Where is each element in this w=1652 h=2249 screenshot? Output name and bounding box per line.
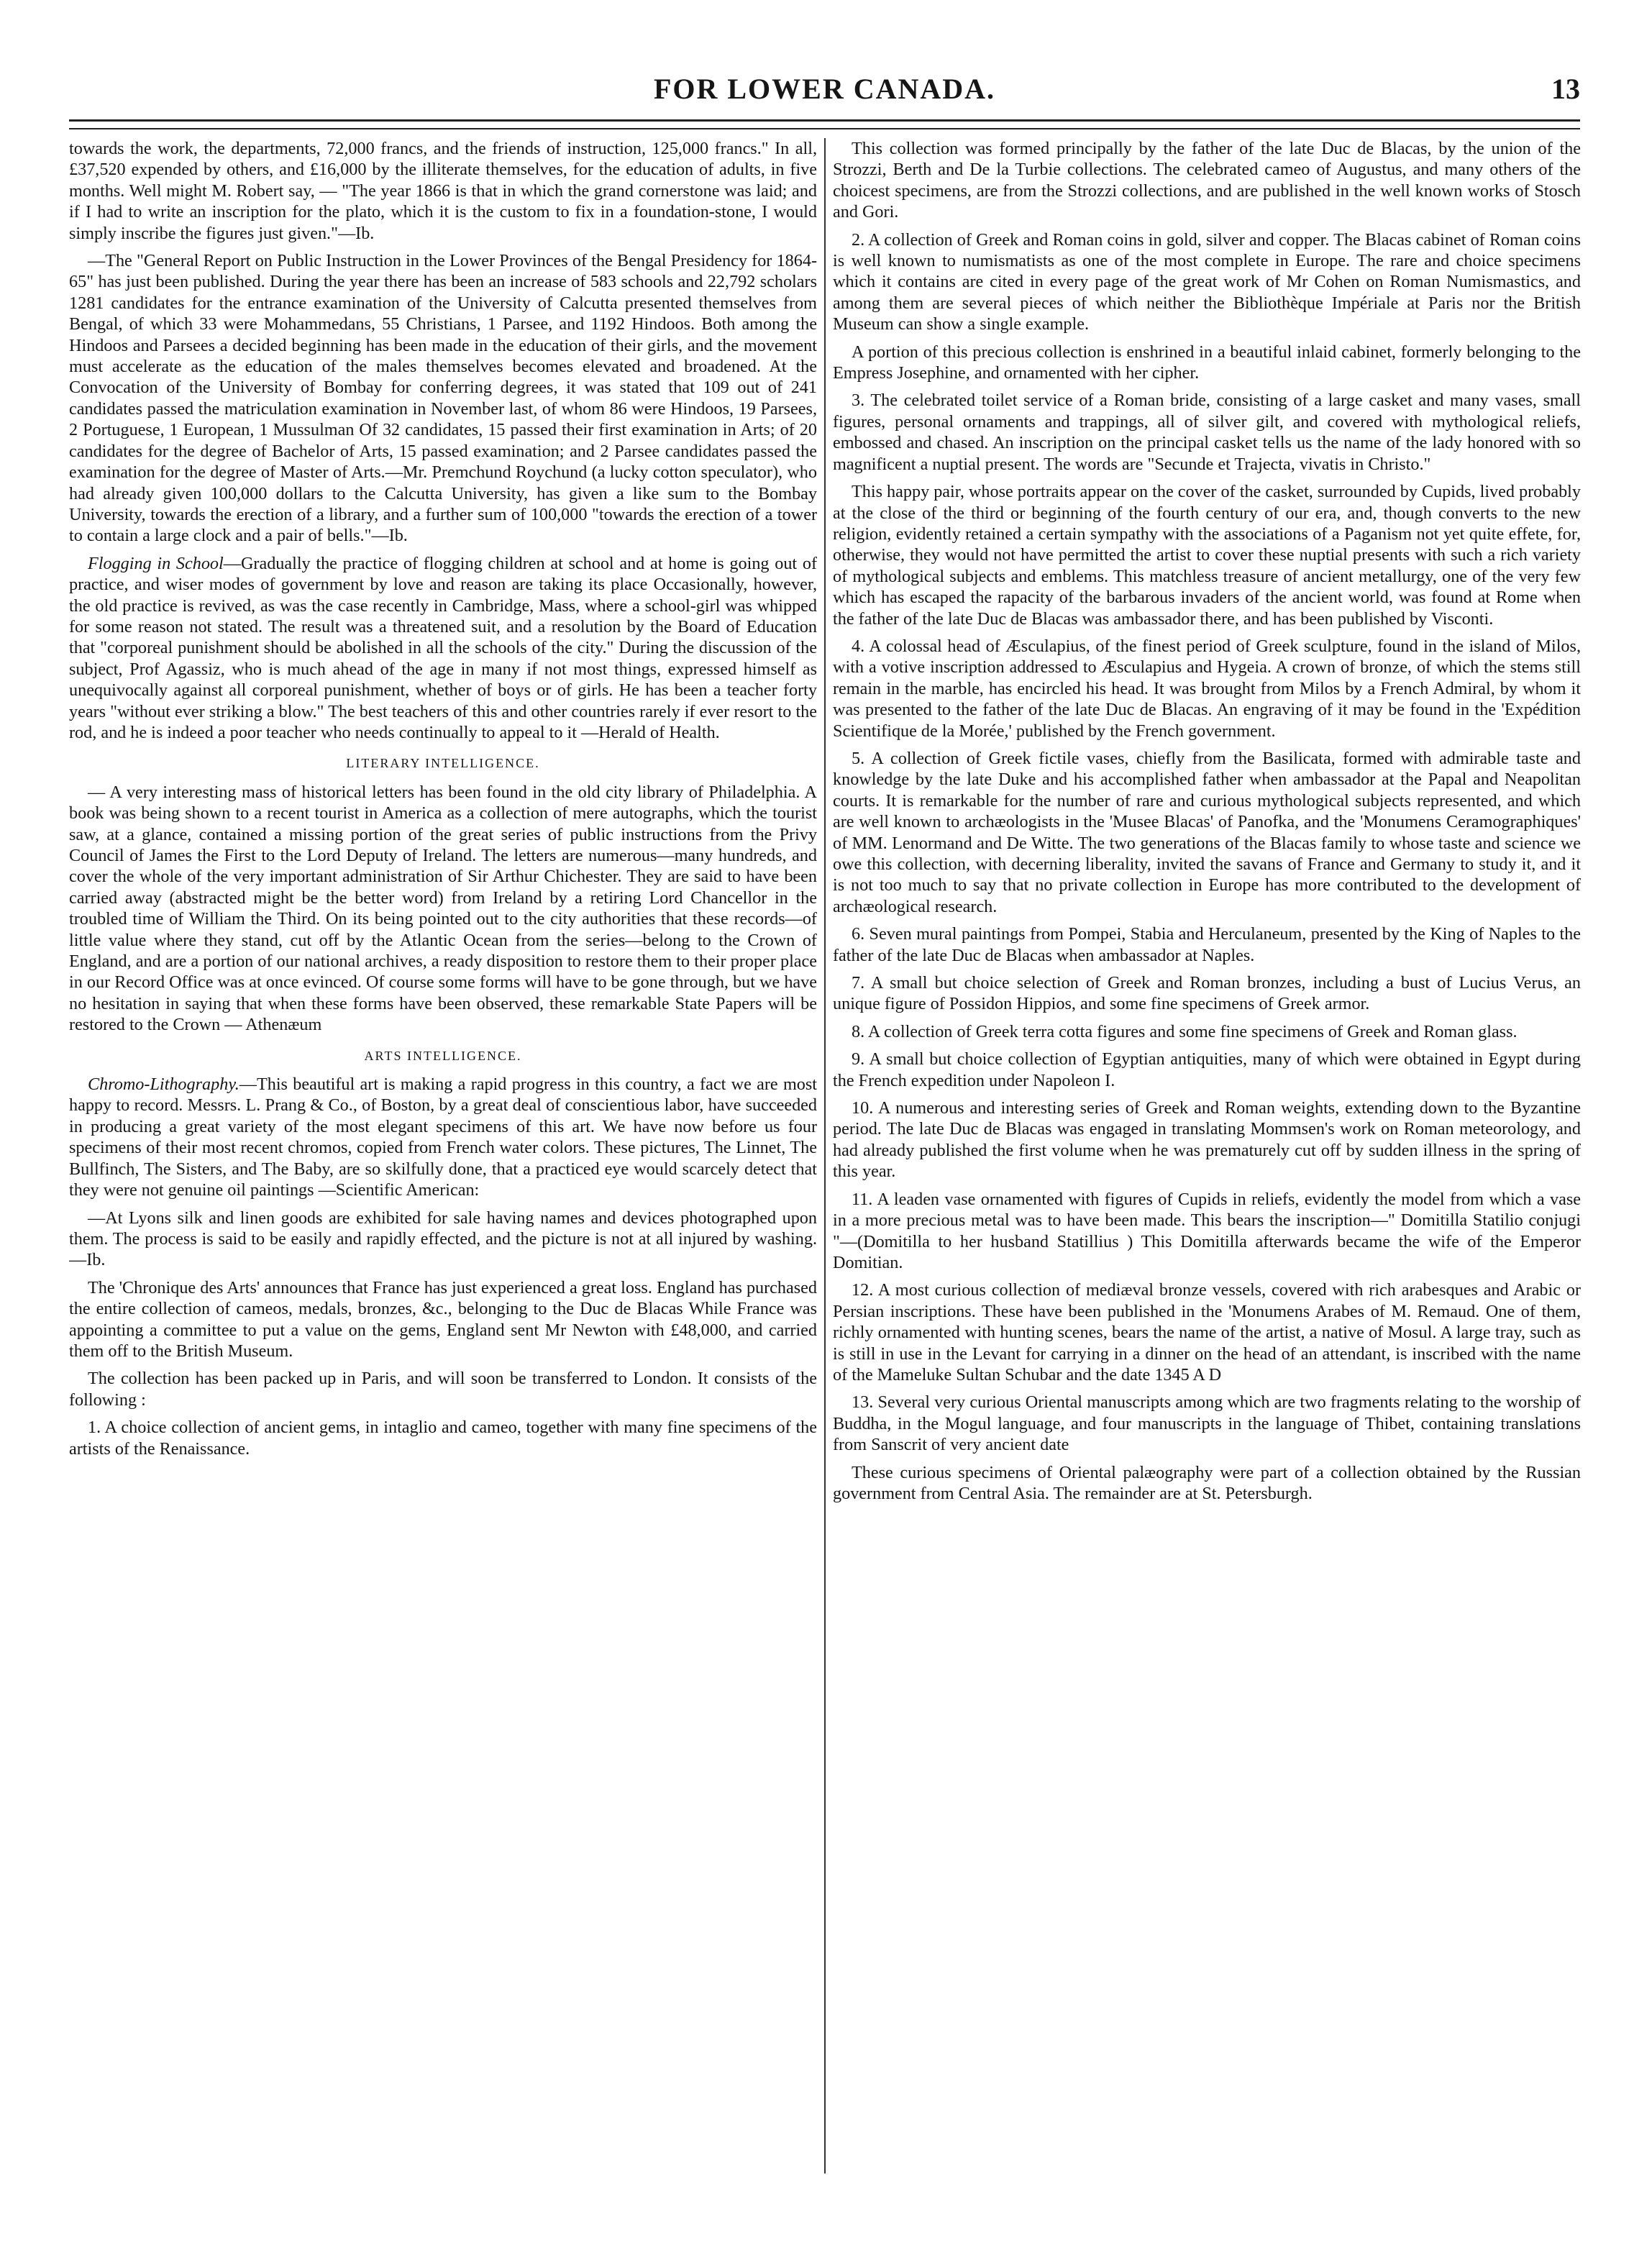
right-column (833, 138, 1581, 2195)
page-header (69, 72, 1580, 115)
paragraph: 4. A colossal head of Æsculapius, of the finest period of Greek sculpture, found in the island of Milos, with a votive inscription addressed to Æsculapius and Hygeia. A crown of bronze, of which the stems still remain in the marble, has encircled his head. It was brought from Milos by a French Admiral, by whom it was presented to the father of the late Duc de Blacas. An engraving of it may be found in the 'Expédition Scientifique de la Morée,' published by the French government. (833, 636, 1581, 741)
page-number: 13 (1551, 73, 1580, 105)
paragraph: This happy pair, whose portraits appear on the cover of the casket, surrounded by Cupids, lived probably at the close of the third or beginning of the fourth century of our era, and, though converts to the new religion, evidently retained a certain sympathy with the associations of a Paganism not yet quite effete, for, otherwise, they would not have permitted the artist to cover these nuptial presents with such a rich variety of mythological subjects and emblems. This matchless treasure of ancient metallurgy, one of the very few which has escaped the rapacity of the barbarous invaders of the ancient world, was found at Rome when the father of the late Duc de Blacas was ambassador there, and has been published by Visconti. (833, 482, 1581, 629)
paragraph: 9. A small but choice collection of Egyptian antiquities, many of which were obtained in Egypt during the French expedition under Napoleon I. (833, 1049, 1581, 1090)
paragraph: 7. A small but choice selection of Greek and Roman bronzes, including a bust of Lucius Verus, an unique figure of Possidon Hippios, and some fine specimens of Greek armor. (833, 973, 1581, 1014)
paragraph: 13. Several very curious Oriental manuscripts among which are two fragments relating to the worship of Buddha, in the Mogul language, and four manuscripts in the language of Thibet, containing translations from Sanscrit of very ancient date (833, 1392, 1581, 1455)
paragraph-body: —Gradually the practice of flogging children at school and at home is going out of practice, and wiser modes of government by love and reason are taking its place Occasionally, however, the old practice is revived, as was the case recently in Cambridge, Mass, where a school-girl was whipped for some reason not stated. The result was a threatened suit, and a resolution by the Board of Education that "corporeal punishment should be abolished in all the schools of the city." During the discussion of the subject, Prof Agassiz, who is much ahead of the age in many if not most things, expressed himself as unequivocally against all corporeal punishment, whether of boys or of girls. He has been a teacher forty years "without ever striking a blow." The best teachers of this and other countries rarely if ever resort to the rod, and he is indeed a poor teacher who needs continually to appeal to it —Herald of Health. (69, 553, 817, 742)
paragraph-body: —This beautiful art is making a rapid progress in this country, a fact we are most happy to record. Messrs. L. Prang & Co., of Boston, by a great deal of conscientious labor, have succeeded in producing a great variety of the most elegant specimens of this art. We have now before us four specimens of their most recent chromos, copied from French water colors. These pictures, The Linnet, The Bullfinch, The Sisters, and The Baby, are so skilfully done, that a practiced eye would scarcely detect that they were not genuine oil paintings —Scientific American: (69, 1075, 817, 1200)
header-rule-bottom (69, 128, 1580, 129)
paragraph: A portion of this precious collection is enshrined in a beautiful inlaid cabinet, formerly belonging to the Empress Josephine, and ornamented with her cipher. (833, 342, 1581, 383)
header-rule-top (69, 119, 1580, 122)
paragraph: 3. The celebrated toilet service of a Roman bride, consisting of a large casket and many vases, small figures, personal ornaments and trappings, all of silver gilt, and covered with mythological reliefs, embossed and chased. An inscription on the principal casket tells us the name of the lady honored with so magnificent a nuptial present. The words are "Secunde et Trajecta, vivatis in Christo." (833, 391, 1581, 474)
paragraph-lead: Flogging in School (88, 553, 224, 573)
paragraph: The 'Chronique des Arts' announces that France has just experienced a great loss. England has purchased the entire collection of cameos, medals, bronzes, &c., belonging to the Duc de Blacas While France was appointing a committee to put a value on the gems, England sent Mr Newton with £48,000, and carried them off to the British Museum. (69, 1277, 817, 1361)
paragraph: 6. Seven mural paintings from Pompei, Stabia and Herculaneum, presented by the King of Naples to the father of the late Duc de Blacas when ambassador at Naples. (833, 924, 1581, 965)
paragraph: 11. A leaden vase ornamented with figures of Cupids in reliefs, evidently the model from which a vase in a more precious metal was to have been made. This bears the inscription—" Domitilla Statilio conjugi "—(Domitilla to her husband Statillius ) This Domitilla afterwards became the wife of the Emperor Domitian. (833, 1189, 1581, 1272)
column-divider (824, 138, 826, 2173)
left-column (69, 138, 817, 2195)
paragraph: 5. A collection of Greek fictile vases, chiefly from the Basilicata, formed with admirable taste and knowledge by the late Duke and his accomplished father when ambassador at the Papal and Neapolitan courts. It is remarkable for the number of rare and curious mythological subjects represented, and which are well known to archæologists in the 'Musee Blacas' of Panofka, and the 'Monumens Ceramographiques' of MM. Lenormand and De Witte. The two generations of the Blacas family to whose taste and science we owe this collection, with decerning liberality, invited the savans of France and Germany to study it, and it is not too much to say that no private collection in Europe has more contributed to the development of archæological research. (833, 748, 1581, 916)
paragraph: —At Lyons silk and linen goods are exhibited for sale having names and devices photographed upon them. The process is said to be easily and rapidly effected, and the picture is not at all injured by washing.—Ib. (69, 1208, 817, 1270)
paragraph: 8. A collection of Greek terra cotta figures and some fine specimens of Greek and Roman glass. (852, 1021, 1518, 1041)
paragraph: 10. A numerous and interesting series of Greek and Roman weights, extending down to the Byzantine period. The late Duc de Blacas was engaged in translating Mommsen's work on Roman meteorology, and had already published the first volume when he was prematurely cut off by sudden illness in the spring of this year. (833, 1098, 1581, 1182)
paragraph: 1. A choice collection of ancient gems, in intaglio and cameo, together with many fine specimens of the artists of the Renaissance. (69, 1418, 817, 1459)
paragraph: towards the work, the departments, 72,000 francs, and the friends of instruction, 125,000 francs." In all, £37,520 expended by others, and £16,000 by the illiterate themselves, for the education of adults, in five months. Well might M. Robert say, — "The year 1866 is that in which the grand cornerstone was laid; and if I had to write an inscription for the plato, which it is the custom to fix in a foundation-stone, I would simply inscribe the figures just given."—Ib. (69, 139, 817, 243)
paragraph: The collection has been packed up in Paris, and will soon be transferred to London. It consists of the following : (69, 1369, 817, 1410)
paragraph (69, 1074, 817, 1200)
paragraph: — A very interesting mass of historical letters has been found in the old city library of Philadelphia. A book was being shown to a recent tourist in America as a collection of mere autographs, which the tourist saw, at a glance, contained a missing portion of the great series of public instructions from the Privy Council of James the First to the Lord Deputy of Ireland. The letters are numerous—many hundreds, and cover the whole of the very important administration of Sir Arthur Chichester. They are said to have been carried away (abstracted might be the better word) from Ireland by a retiring Lord Chancellor in the troubled time of William the Third. On its being pointed out to the city authorities that these records—of little value where they stand, cut off by the Atlantic Ocean from the series—belong to the Crown of England, and are a portion of our national archives, a ready disposition to restore them to their proper place in our Record Office was at once evinced. Of course some forms will have to be gone through, but we have no hesitation in saying that when these forms have been observed, these remarkable State Papers will be restored to the Crown — Athenæum (69, 782, 817, 1035)
paragraph: 12. A most curious collection of mediæval bronze vessels, covered with rich arabesques and Arabic or Persian inscriptions. These have been published in the 'Monumens Arabes of M. Remaud. One of them, richly ornamented with hunting scenes, bears the name of the artist, a native of Mosul. A large tray, such as is still in use in the Levant for carrying in a dinner on the head of an attendant, is inscribed with the name of the Mameluke Sultan Schubar and the date 1345 A D (833, 1280, 1581, 1384)
running-title: FOR LOWER CANADA. (653, 73, 996, 105)
paragraph: 2. A collection of Greek and Roman coins in gold, silver and copper. The Blacas cabinet of Roman coins is well known to numismatists as one of the most complete in Europe. The rare and choice specimens which it contains are cited in every page of the great work of Mr Cohen on Roman Numismastics, and among them are several pieces of which neither the Bibliothèque Impériale at Paris nor the British Museum can show a single example. (833, 229, 1581, 334)
paragraph: —The "General Report on Public Instruction in the Lower Provinces of the Bengal Presidency for 1864-65" has just been published. During the year there has been an increase of 583 schools and 22,792 scholars 1281 candidates for the entrance examination of the University of Calcutta presented themselves from Bengal, of which 33 were Mohammedans, 55 Christians, 1 Parsee, and 1192 Hindoos. Both among the Hindoos and Parsees a decided beginning has been made in the education of their girls, and the movement must accelerate as the education of the males themselves becomes elevated and broadened. At the Convocation of the University of Bombay for conferring degrees, it was stated that 109 out of 241 candidates passed the matriculation examination in November last, of whom 86 were Hindoos, 19 Parsees, 2 Portuguese, 1 European, 1 Mussulman Of 32 candidates, 15 passed their first examination in Arts; of 20 candidates for the degree of Bachelor of Arts, 15 passed examination; and 2 Parsee candidates passed the examination for the degree of Master of Arts.—Mr. Premchund Roychund (a lucky cotton speculator), who had already given 100,000 dollars to the Calcutta University, has given a like sum to the Bombay University, towards the erection of a library, and a further sum of 100,000 "towards the erection of a tower to contain a large clock and a pair of bells."—Ib. (69, 251, 817, 546)
section-heading-arts: ARTS INTELLIGENCE. (364, 1048, 522, 1063)
paragraph (69, 553, 817, 744)
paragraph-lead: Chromo-Lithography. (88, 1075, 239, 1095)
paragraph: This collection was formed principally by the father of the late Duc de Blacas, by the union of the Strozzi, Berth and De la Turbie collections. The celebrated cameo of Augustus, and many others of the choicest specimens, are from the Strozzi collections, and are published in the well known works of Stosch and Gori. (833, 139, 1581, 222)
paragraph: These curious specimens of Oriental palæography were part of a collection obtained by the Russian government from Central Asia. The remainder are at St. Petersburgh. (833, 1462, 1581, 1503)
section-heading-literary: LITERARY INTELLIGENCE. (346, 756, 540, 771)
